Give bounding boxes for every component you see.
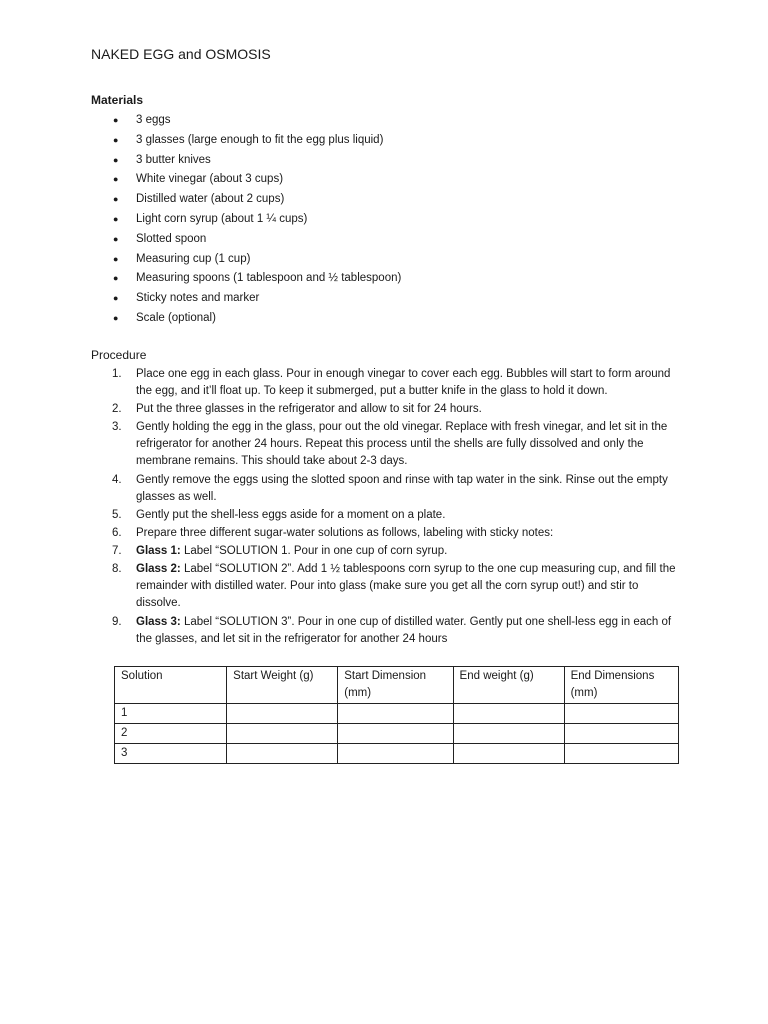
bullet-icon: ●	[113, 253, 119, 264]
list-item: ● Measuring cup (1 cup)	[0, 250, 768, 270]
procedure-heading: Procedure	[91, 348, 147, 362]
document-title: NAKED EGG and OSMOSIS	[91, 46, 271, 62]
list-item: ● Distilled water (about 2 cups)	[0, 190, 768, 210]
bullet-icon: ●	[113, 293, 119, 304]
table-cell: 3	[115, 744, 227, 764]
table-cell	[453, 724, 564, 744]
procedure-step: 9. Glass 3: Label “SOLUTION 3”. Pour in one cup of distilled water. Gently put one shell-less egg in each of the glasses, and let sit in the refrigerator for another 24 hours	[112, 615, 672, 645]
table-cell	[227, 724, 338, 744]
bullet-icon: ●	[113, 134, 119, 145]
column-header: End weight (g)	[453, 667, 564, 704]
table-row	[115, 704, 679, 724]
bullet-icon: ●	[113, 213, 119, 224]
procedure-step: 6. Prepare three different sugar-water solutions as follows, labeling with sticky notes:	[112, 526, 554, 539]
table-cell	[564, 744, 678, 764]
procedure-step: 1. Place one egg in each glass. Pour in enough vinegar to cover each egg. Bubbles will start to form around the egg, and it’ll float up. To keep it submerged, put a butter knife in the glass to hold it down.	[112, 368, 671, 397]
table-cell	[227, 704, 338, 724]
bullet-icon: ●	[113, 273, 119, 284]
bullet-icon: ●	[113, 154, 119, 165]
procedure-step: 4. Gently remove the eggs using the slotted spoon and rinse with tap water in the sink. Rinse out the empty glasses as well.	[112, 473, 668, 503]
list-item: ● Sticky notes and marker	[0, 289, 768, 309]
bullet-icon: ●	[113, 312, 119, 323]
procedure-list	[0, 366, 768, 649]
procedure-step: 7. Glass 1: Label “SOLUTION 1. Pour in one cup of corn syrup.	[112, 545, 448, 558]
table-header-row	[115, 667, 679, 704]
bullet-icon: ●	[113, 194, 119, 205]
table-row	[115, 724, 679, 744]
procedure-step: 3. Gently holding the egg in the glass, pour out the old vinegar. Replace with fresh vinegar, and let sit in the refrigerator for another 24 hours. Repeat this process until the shells are fully dissolved and only the membrane remains. This should take about 2-3 days.	[112, 421, 668, 468]
materials-heading: Materials	[91, 93, 144, 107]
bullet-icon: ●	[113, 115, 119, 125]
bullet-icon: ●	[113, 233, 119, 244]
list-item: ● Light corn syrup (about 1 ¼ cups)	[0, 210, 768, 230]
procedure-step: 5. Gently put the shell-less eggs aside for a moment on a plate.	[112, 508, 446, 521]
list-item: ● White vinegar (about 3 cups)	[0, 170, 768, 190]
column-header: Solution	[115, 667, 227, 704]
table-cell	[453, 744, 564, 764]
results-table	[114, 666, 679, 764]
column-header: Start Dimension (mm)	[338, 667, 453, 704]
table-cell: 1	[115, 704, 227, 724]
column-header: End Dimensions (mm)	[564, 667, 678, 704]
list-item: ● Scale (optional)	[0, 309, 768, 329]
list-item: ● 3 eggs	[0, 111, 768, 131]
list-item: ● Measuring spoons (1 tablespoon and ½ tablespoon)	[0, 269, 768, 289]
table-cell	[453, 704, 564, 724]
table-cell	[227, 744, 338, 764]
table-cell	[338, 724, 453, 744]
table-cell	[338, 744, 453, 764]
table-cell	[564, 704, 678, 724]
list-item: ● 3 butter knives	[0, 151, 768, 171]
table-cell: 2	[115, 724, 227, 744]
list-item: ● 3 glasses (large enough to fit the egg plus liquid)	[0, 131, 768, 151]
table-cell	[564, 724, 678, 744]
materials-list	[0, 111, 768, 329]
procedure-step: 8. Glass 2: Label “SOLUTION 2”. Add 1 ½ tablespoons corn syrup to the one cup measuring cup, and fill the remainder with distilled water. Pour into glass (make sure you get all the corn syrup out!) and stir to dissolve.	[112, 563, 676, 610]
table-cell	[338, 704, 453, 724]
bullet-icon: ●	[113, 174, 119, 185]
procedure-step: 2. Put the three glasses in the refrigerator and allow to sit for 24 hours.	[112, 403, 482, 416]
column-header: Start Weight (g)	[227, 667, 338, 704]
list-item: ● Slotted spoon	[0, 230, 768, 250]
table-row	[115, 744, 679, 764]
